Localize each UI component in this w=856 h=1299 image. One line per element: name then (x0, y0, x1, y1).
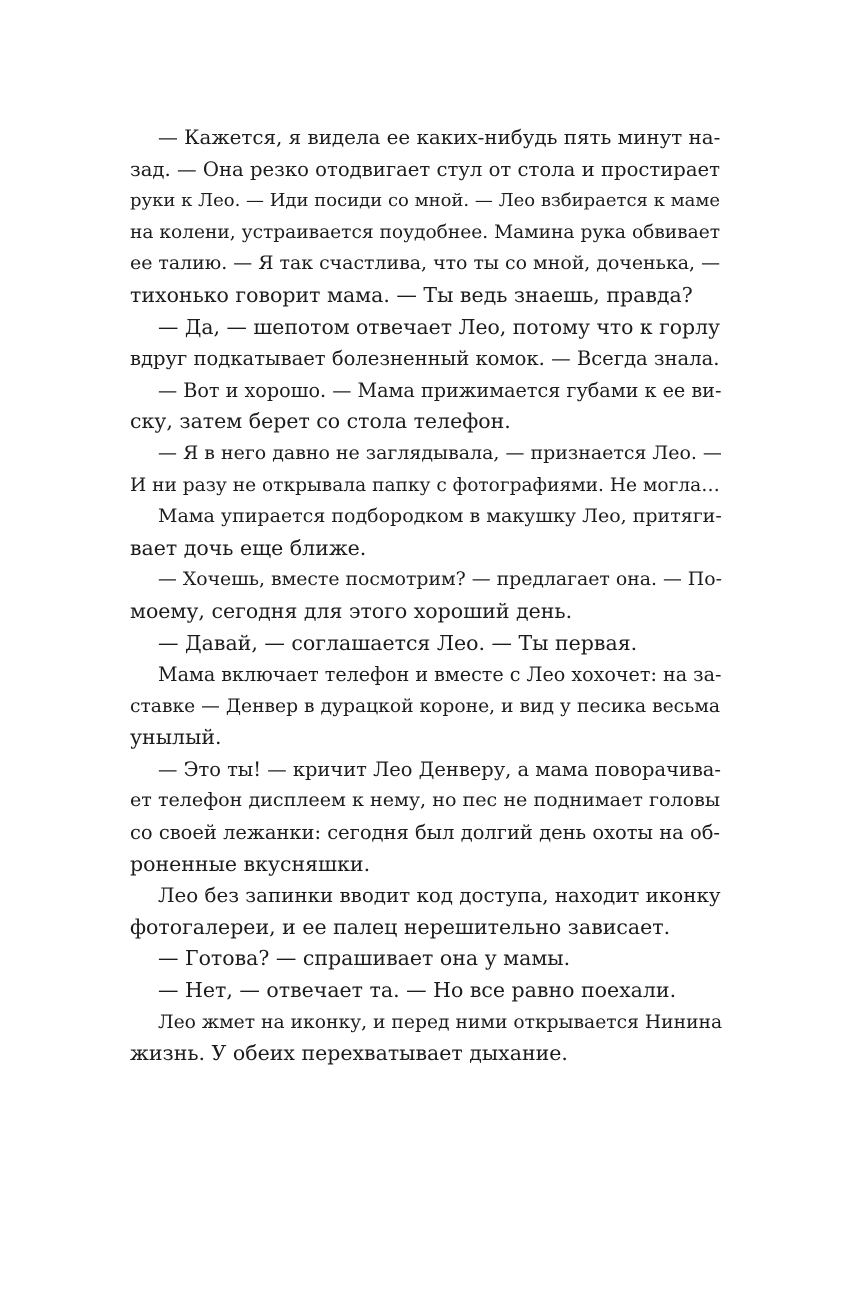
text-line: фотогалереи, и ее палец нерешительно зависает. (130, 914, 671, 939)
text-line: — Да, — шепотом отвечает Лео, потому что к горлу (158, 314, 720, 339)
text-line: Лео без запинки вводит код доступа, находит иконку (158, 884, 721, 908)
text-line: Мама упирается подбородком в макушку Лео, притяги- (158, 505, 722, 528)
text-line: моему, сегодня для этого хороший день. (130, 598, 573, 623)
text-line: — Я в него давно не заглядывала, — признается Лео. — (158, 441, 722, 464)
text-line: — Давай, — соглашается Лео. — Ты первая. (158, 630, 638, 655)
text-line: руки к Лео. — Иди посиди со мной. — Лео взбирается к маме (130, 190, 720, 212)
text-line: — Кажется, я видела ее каких-нибудь пять минут на- (158, 126, 721, 149)
text-line: ску, затем берет со стола телефон. (130, 409, 511, 434)
text-line: унылый. (130, 725, 222, 750)
text-line: — Нет, — отвечает та. — Но все равно поехали. (158, 978, 677, 1003)
text-line: — Готова? — спрашивает она у мамы. (158, 946, 571, 971)
text-line: зад. — Она резко отодвигает стул от стола и простирает (130, 157, 720, 181)
text-line: ет телефон дисплеем к нему, но пес не поднимает головы (130, 789, 720, 812)
text-line: Лео жмет на иконку, и перед ними открывается Нинина (158, 1011, 723, 1033)
text-line: тихонько говорит мама. — Ты ведь знаешь, правда? (130, 282, 693, 307)
body-text (130, 122, 723, 1070)
text-line: со своей лежанки: сегодня был долгий день охоты на об- (130, 821, 720, 845)
text-line: И ни разу не открывала папку с фотографиями. Не могла… (130, 474, 720, 496)
text-line: роненные вкусняшки. (130, 851, 371, 876)
text-line: — Вот и хорошо. — Мама прижимается губами к ее ви- (158, 378, 722, 402)
text-line: вает дочь еще ближе. (130, 535, 367, 560)
text-line: жизнь. У обеих перехватывает дыхание. (130, 1041, 568, 1066)
text-line: — Это ты! — кричит Лео Денверу, а мама поворачива- (158, 757, 721, 781)
text-line: ставке — Денвер в дурацкой короне, и вид у песика весьма (130, 695, 720, 717)
text-line: Мама включает телефон и вместе с Лео хохочет: на за- (158, 663, 722, 687)
text-line: на колени, устраивается поудобнее. Мамина рука обвивает (130, 221, 720, 243)
text-line: вдруг подкатывает болезненный комок. — Всегда знала. (130, 347, 720, 371)
text-line: — Хочешь, вместе посмотрим? — предлагает она. — По- (158, 569, 722, 591)
text-line: ее талию. — Я так счастлива, что ты со мной, доченька, — (130, 252, 720, 275)
